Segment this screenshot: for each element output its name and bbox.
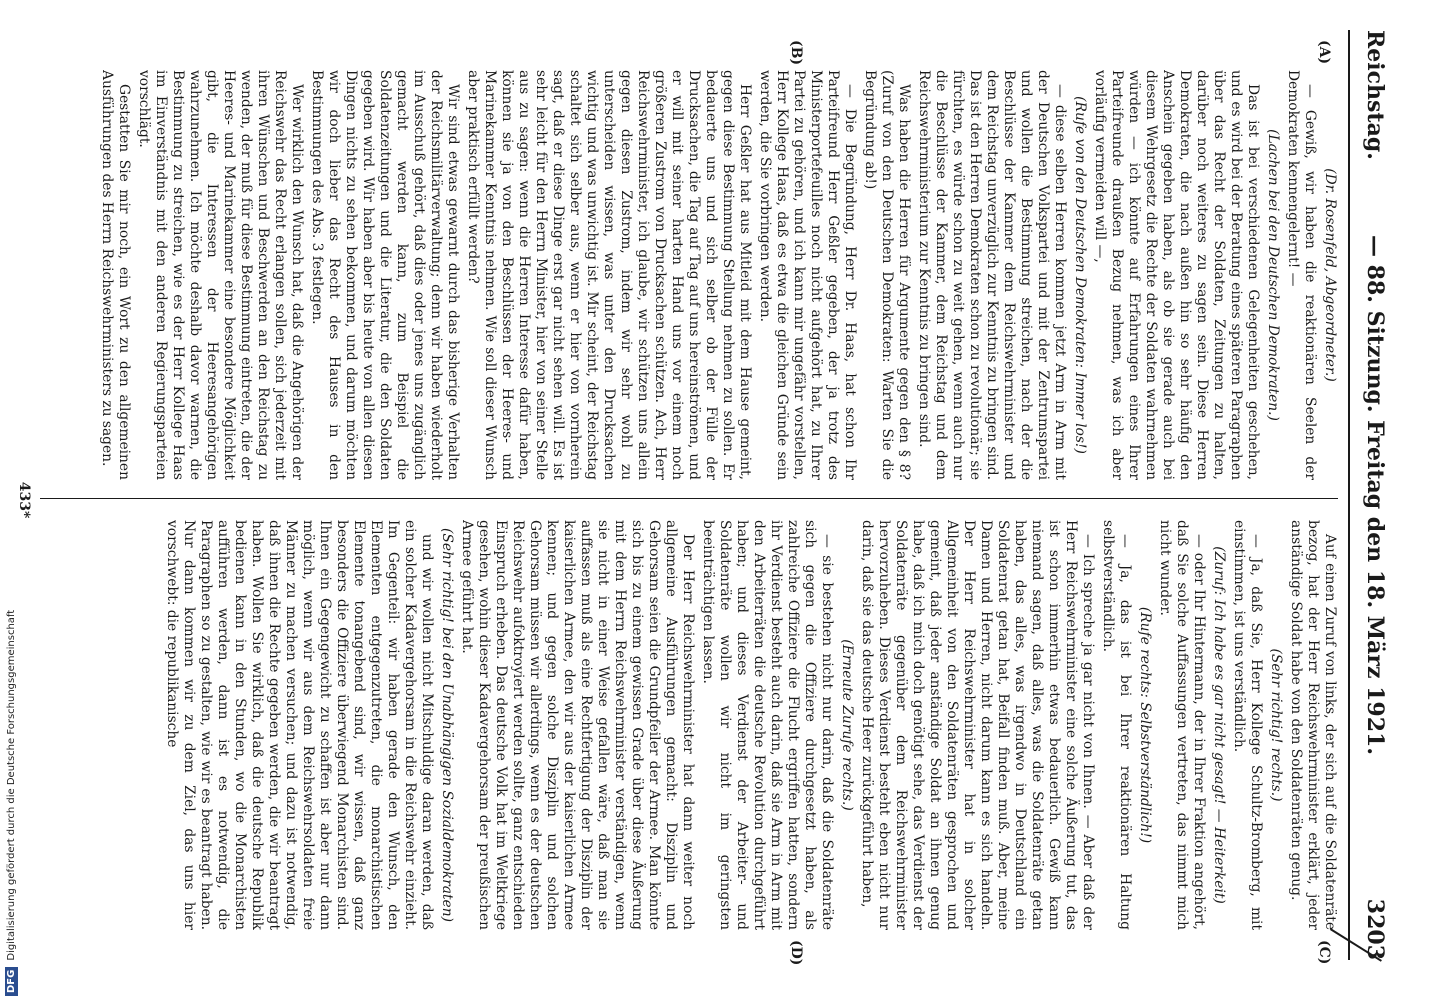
- paragraph: — Ja, daß Sie, Herr Kollege Schultz-Bromberg, mit einstimmen, ist uns verständlich.: [1231, 520, 1264, 930]
- left-column: [40, 70, 1338, 480]
- interjection: (Lachen bei den Deutschen Demokraten.): [1265, 129, 1281, 421]
- paragraph: — Ich spreche ja gar nicht von Ihnen. — Aber daß der Herr Reichswehrminister eine solche Äußerung tut, das ist schon immerhin etwas bedauerlich. Gewiß kann niemand sagen, daß alles, was die Soldatenräte getan haben, das alles, was irgendwo in Deutschland ein Soldatenrat getan hat, Beifall finden muß. Aber, meine Damen und Herren, nicht darum kann es sich handeln. Der Herr Reichswehrminister hat in solcher Allgemeinheit von den Soldatenräten gesprochen und gemeint, daß jeder anständige Soldat an ihnen genug habe, daß ich mich doch genötigt sehe, das Verdienst der Soldatenräte gegenüber dem Reichswehrminister hervorzuheben. Dieses Verdienst besteht eben nicht nur darin, daß sie das deutsche Heer zurückgeführt haben,: [859, 520, 1096, 930]
- paragraph: Was haben die Herren für Argumente gegen den § 8? (Zuruf von den Deutschen Demokraten: Warten Sie die Begründung ab!): [862, 70, 912, 480]
- paragraph: — oder Ihr Hintermann, der in Ihrer Fraktion angehört, daß Sie solche Auffassungen vertreten, das nimmt mich nicht wunder.: [1157, 520, 1207, 930]
- interjection: (Sehr richtig! bei den Unabhängigen Sozialdemokraten): [439, 528, 455, 922]
- page-header: [1354, 30, 1394, 960]
- paragraph: — Gewiß, wir haben die reaktionären Seelen der Demokraten kennengelernt! —: [1285, 70, 1318, 480]
- digitization-credit: [2, 610, 22, 996]
- paragraph: Wer wirklich den Wunsch hat, daß die Angehörigen der Reichswehr das Recht erlangen sollen, sich jederzeit mit ihren Wünschen und Beschwerden an den Reichstag zu wenden, der muß für diese Bestimmung eintreten, die der Heeres- und Marinekammer eine besondere Möglichkeit gibt, die Interessen der Heeresangehörigen wahrzunehmen. Ich möchte deshalb davor warnen, die Bestimmung zu streichen, wie es der Herr Kollege Haas im Einverständnis mit den anderen Regierungsparteien vorschlägt.: [136, 70, 305, 480]
- header-session: — 88. Sitzung. Freitag den 18. März 1921.: [1362, 234, 1388, 756]
- header-rule: [1348, 30, 1350, 960]
- paragraph: Gestatten Sie mir noch, ein Wort zu den allgemeinen Ausführungen des Herrn Reichswehrministers zu sagen.: [99, 70, 132, 480]
- margin-mark-d: (D): [788, 940, 804, 966]
- interjection: (Erneute Zurufe rechts.): [839, 639, 855, 811]
- paragraph: Wir sind etwas gewarnt durch das bisherige Verhalten der Reichsmilitärverwaltung; denn wir haben wiederholt im Ausschuß gehört, daß dies oder jenes uns zugänglich gemacht werden kann, zum Beispiel die Soldatenzeitungen und die Literatur, die den Soldaten gegeben wird. Wir haben aber bis heute von allen diesen Dingen nichts zu sehen bekommen, und darum möchten wir doch lieber das Recht des Hauses in den Bestimmungen des Abs. 3 festlegen.: [309, 70, 461, 480]
- header-title: Reichstag.: [1362, 30, 1388, 160]
- dfg-logo: DFG: [5, 967, 18, 996]
- paragraph: Der Herr Reichswehrminister hat dann weiter noch allgemeine Ausführungen gemacht: Disziplin und Gehorsam seien die Grundpfeiler der Armee. Man könnte sich bis zu einem gewissen Grade über diese Äußerung mit dem Herrn Reichswehrminister verständigen, wenn sie nicht in einer Weise gefallen wäre, daß man sie auffassen muß als eine Rechtfertigung der Disziplin der kaiserlichen Armee, den wir aus der kaiserlichen Armee kennen; und gegen solche Disziplin und solchen Gehorsam müssen wir allerdings, wenn es der deutschen Reichswehr aufoktroyiert werden sollte, ganz entschieden Einspruch erheben. Das deutsche Volk hat im Weltkriege gesehen, wohin dieser Kadavergehorsam der preußischen Armee geführt hat.: [459, 520, 696, 930]
- paragraph: und wir wollen nicht Mitschuldige daran werden, daß ein solcher Kadavergehorsam in die Reichswehr einzieht. Im Gegenteil: wir haben gerade den Wunsch, den Elementen entgegenzutreten, die monarchistischen Elemente tonangebend sind, wir wissen, daß ganz besonders die Offiziere überwiegend Monarchisten sind. Ihnen ein Gegengewicht zu schaffen ist aber nur dann möglich, wenn wir aus dem Reichswehrsoldaten freie Männer zu machen versuchen; und dazu ist notwendig, daß ihnen die Rechte gegeben werden, die wir beantragt haben. Wollen Sie wirklich, daß die deutsche Republik bedienen kann in den Stunden, wo die Monarchisten aufführen werden, dann ist es notwendig, die Paragraphen so zu gestalten, wie wir es beantragt haben. Nur dann kommen wir zu dem Ziel, das uns hier vorschwebt: die republikanische: [164, 520, 435, 930]
- paragraph: Das ist bei verschiedenen Gelegenheiten geschehen, und es wird bei der Beratung eines späteren Paragraphen über das Recht der Soldaten, Zeitungen zu halten, darüber noch weiteres zu sagen sein. Diese Herren Demokraten, die nach außen hin so sehr häufig den Anschein gegeben haben, als ob sie gerade auch bei diesem Wehrgesetz die Rechte der Soldaten wahrnehmen würden — ich könnte auf Erfahrungen eines Ihrer Parteifreunde draußen Bezug nehmen, was ich aber vorläufig vermeiden will —,: [1092, 70, 1261, 480]
- column-divider: [40, 498, 1338, 499]
- interjection: (Zuruf: Ich habe es gar nicht gesagt! — Heiterkeit): [1211, 546, 1227, 904]
- paragraph: — Ja, das ist bei Ihrer reaktionären Haltung selbstverständlich.: [1100, 520, 1133, 930]
- paragraph: Herr Geßler hat aus Mitleid mit dem Hause gemeint, gegen diese Bestimmung Stellung nehmen zu sollen. Er bedauerte uns und sich selber ob der Fülle der Drucksachen, die Tag auf Tag auf uns hereinströmen, und er will mit seiner harten Hand uns vor einem noch größeren Zustrom von Drucksachen schützen. Ach, Herr Reichswehrminister, ich glaube, wir schützen uns allein gegen diesen Zustrom, indem wir sehr wohl zu unterscheiden wissen, was unter den Drucksachen wichtig und was unwichtig ist. Mir scheint, der Reichstag schaltet sich selber aus, wenn er hier von vornherein sagt, daß er diese Dinge erst gar nicht sehen will. Es ist sehr leicht für den Herrn Minister, hier von seiner Stelle aus zu sagen: wenn die Herren Interesse dafür haben, können sie ja von den Beschlüssen der Heeres- und Marinekammer Kenntnis nehmen. Wie soll dieser Wunsch aber praktisch erfüllt werden?: [465, 70, 753, 480]
- paragraph: (Dr. Rosenfeld, Abgeordneter.): [1322, 168, 1338, 382]
- page-number: 3203: [1362, 898, 1388, 960]
- paragraph: — sie bestehen nicht nur darin, daß die Soldatenräte sich gegen die Offiziere durchgesetzt haben, als zahlreiche Offiziere die Flucht ergriffen hatten, sondern ihr Verdienst besteht auch darin, daß sie Arm in Arm mit den Arbeiterräten die deutsche Revolution durchgeführt haben; und dieses Verdienst der Arbeiter- und Soldatenräte wollen wir nicht im geringsten beeinträchtigen lassen.: [700, 520, 835, 930]
- paragraph: — Die Begründung, Herr Dr. Haas, hat schon Ihr Parteifreund Herr Geßler gegeben, der ja trotz des Ministerportefeuilles noch nicht aufgehört hat, zu Ihrer Partei zu gehören, und ich kann mir ungefähr vorstellen, Herr Kollege Haas, daß es etwa die gleichen Gründe sein werden, die Sie vorbringen werden.: [757, 70, 858, 480]
- margin-mark-c: (C): [1316, 940, 1332, 965]
- credit-text: Digitalisierung gefördert durch die Deutsche Forschungsgemeinschaft: [6, 609, 17, 961]
- paragraph: — diese selben Herren kommen jetzt Arm in Arm mit der Deutschen Volkspartei und mit der Zentrumspartei und wollen die Bestimmung streichen, nach der die Beschlüsse der Kammer dem Reichswehrminister und dem Reichstag unverzüglich zur Kenntnis zu bringen sind. Das ist den Herren Demokraten schon zu revolutionär; sie fürchten, es würde schon zu weit gehen, wenn auch nur die Beschlüsse der Kammer, dem Reichstag und dem Reichswehrministerium zur Kenntnis zu bringen sind.: [916, 70, 1068, 480]
- right-column: [40, 520, 1338, 930]
- interjection: (Sehr richtig! rechts.): [1268, 648, 1284, 802]
- interjection: (Rufe rechts: Selbstverständlich!): [1137, 606, 1153, 844]
- paragraph: Auf einen Zuruf von links, der sich auf die Soldatenräte bezog, hat der Herr Reichswehrminister erklärt, jeder anständige Soldat habe von den Soldatenräten genug.: [1288, 520, 1338, 930]
- interjection: (Rufe von den Deutschen Demokraten: Immer los!): [1072, 96, 1088, 454]
- margin-mark-a: (A): [1316, 40, 1332, 65]
- margin-mark-b: (B): [788, 40, 804, 66]
- folio-number: 433*: [16, 481, 32, 519]
